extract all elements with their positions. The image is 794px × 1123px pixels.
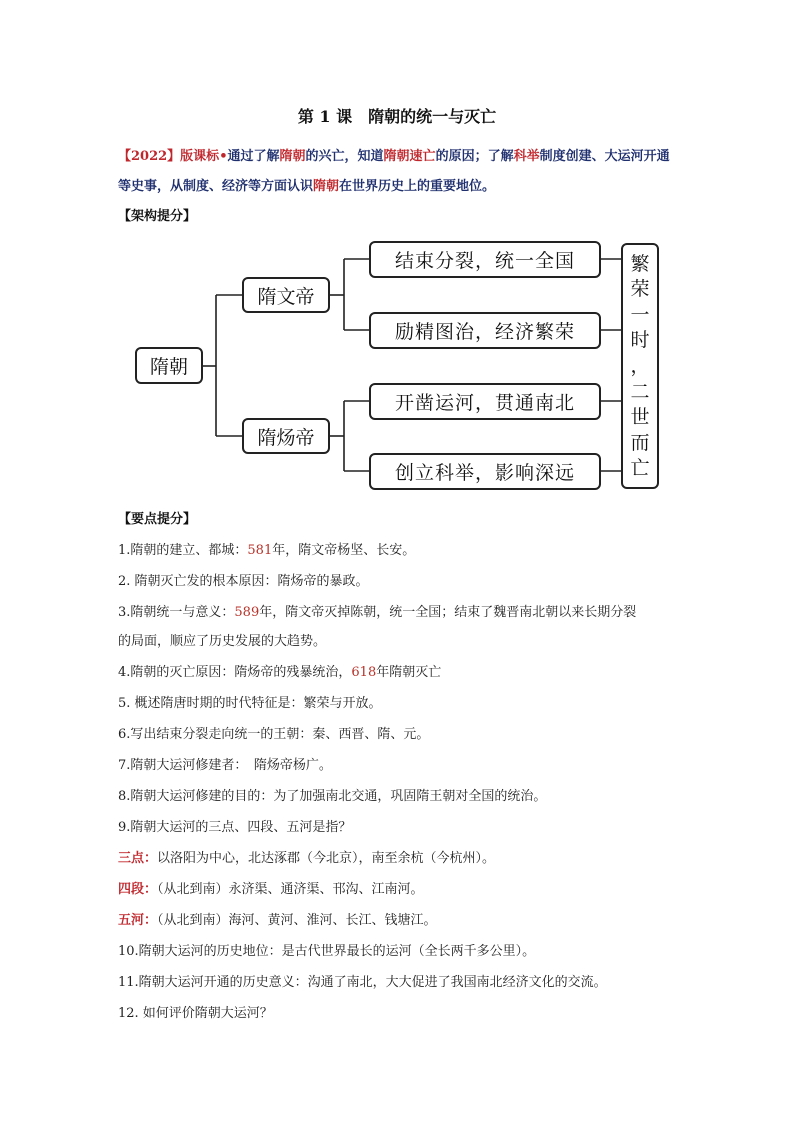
key-point-5: 5. 概述隋唐时期的时代特征是：繁荣与开放。: [118, 696, 382, 711]
point-text: 年，隋文帝杨坚、长安。: [272, 543, 416, 558]
standard-highlight: 隋朝: [279, 149, 306, 164]
point-text: 4.隋朝的灭亡原因：隋炀帝的残暴统治，: [118, 665, 352, 680]
standard-text: 的原因；了解: [435, 149, 514, 164]
key-points-list: [118, 535, 678, 1029]
key-point-9-four-sections: [118, 874, 678, 905]
key-point-10: 10.隋朝大运河的历史地位：是古代世界最长的运河（全长两千多公里）。: [118, 944, 536, 959]
standard-text: 通过了解: [227, 149, 280, 164]
key-point-4: [118, 657, 678, 688]
key-point-9: 9.隋朝大运河的三点、四段、五河是指？: [118, 820, 352, 835]
framework-heading: 【架构提分】: [118, 209, 197, 224]
point-text: 年，隋文帝灭掉陈朝，统一全国；结束了魏晋南北朝以来长期分裂: [259, 605, 637, 620]
key-point-7: 7.隋朝大运河修建者： 隋炀帝杨广。: [118, 758, 332, 773]
point-text: （从北到南）海河、黄河、淮河、长江、钱塘江。: [157, 913, 437, 928]
summary-char: 时: [630, 329, 650, 352]
keypoints-heading: 【要点提分】: [118, 512, 197, 527]
point-text: 1.隋朝的建立、都城：: [118, 543, 248, 558]
standard-text: 在世界历史上的重要地位。: [339, 179, 496, 194]
summary-char: 一: [630, 303, 650, 326]
summary-char: 而: [630, 431, 650, 454]
point-text: 3.隋朝统一与意义：: [118, 605, 235, 620]
standard-text: 制度创建、大运河开通等史事，从制度、经济等方面认识: [118, 149, 670, 194]
key-point-9-five-rivers: [118, 905, 678, 936]
diagram-node-prosperity: 励精图治，经济繁荣: [369, 312, 601, 349]
summary-char: 繁: [630, 252, 650, 275]
summary-char: 二: [630, 380, 650, 403]
diagram-node-grand-canal: 开凿运河，贯通南北: [369, 383, 601, 420]
key-point-1: [118, 535, 678, 566]
point-label: 四段：: [118, 882, 158, 897]
standard-highlight: 科举: [513, 149, 540, 164]
diagram-node-emperor-wen: 隋文帝: [242, 277, 330, 313]
summary-char: ，: [630, 354, 650, 377]
key-point-3: [118, 597, 678, 628]
standard-highlight: 隋朝速亡: [383, 149, 436, 164]
point-label: 三点：: [118, 851, 158, 866]
key-point-2: 2. 隋朝灭亡发的根本原因：隋炀帝的暴政。: [118, 574, 369, 589]
diagram-node-emperor-yang: 隋炀帝: [242, 418, 330, 454]
diagram-node-unification: 结束分裂，统一全国: [369, 241, 601, 278]
standard-tag: 【2022】版课标: [118, 149, 220, 164]
key-point-6: 6.写出结束分裂走向统一的王朝：秦、西晋、隋、元。: [118, 727, 430, 742]
diagram-node-sui-dynasty: 隋朝: [135, 347, 203, 384]
point-number: 581: [247, 543, 273, 558]
point-text: 以洛阳为中心，北达涿郡（今北京），南至余杭（今杭州）。: [157, 851, 496, 866]
point-text: 年隋朝灭亡: [376, 665, 442, 680]
key-point-12: 12. 如何评价隋朝大运河？: [118, 1006, 273, 1021]
point-text: （从北到南）永济渠、通济渠、邗沟、江南河。: [157, 882, 424, 897]
summary-char: 亡: [630, 457, 650, 480]
bullet-icon: •: [219, 149, 228, 164]
summary-char: 世: [630, 406, 650, 429]
standard-highlight: 隋朝: [313, 179, 340, 194]
key-point-8: 8.隋朝大运河修建的目的：为了加强南北交通，巩固隋王朝对全国的统治。: [118, 789, 547, 804]
key-point-11: 11.隋朝大运河开通的历史意义：沟通了南北，大大促进了我国南北经济文化的交流。: [118, 975, 607, 990]
diagram-node-imperial-exam: 创立科举，影响深远: [369, 453, 601, 490]
summary-char: 荣: [630, 278, 650, 301]
point-number: 589: [234, 605, 260, 620]
standard-text: 的兴亡，知道: [305, 149, 384, 164]
key-point-9-three-points: [118, 843, 678, 874]
lesson-title: 第 1 课 隋朝的统一与灭亡: [297, 107, 497, 126]
point-label: 五河：: [118, 913, 158, 928]
diagram-node-summary: [621, 243, 659, 489]
point-number: 618: [351, 665, 377, 680]
key-point-3-continued: 的局面，顺应了历史发展的大趋势。: [118, 634, 327, 649]
